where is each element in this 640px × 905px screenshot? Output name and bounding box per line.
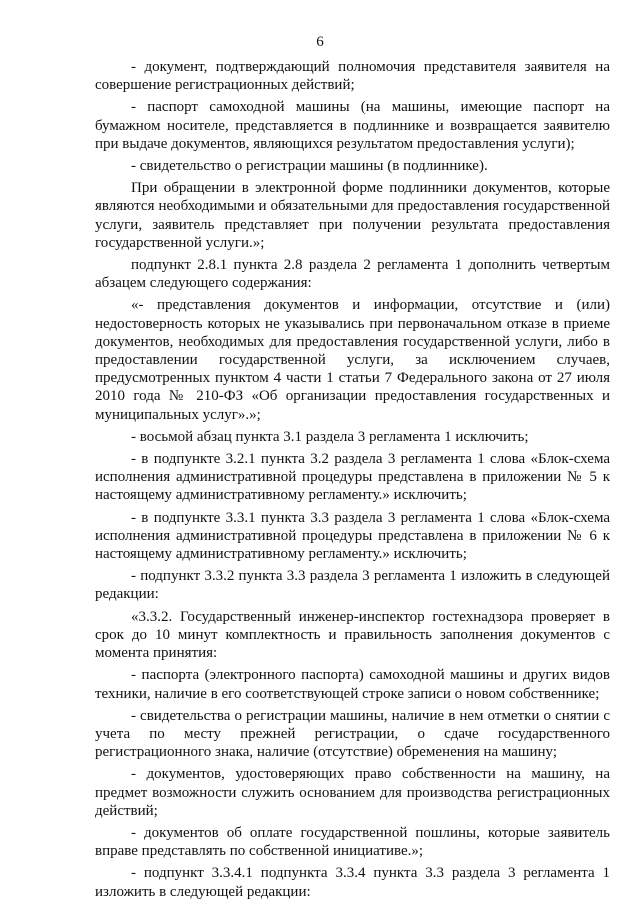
page-number: 6 (316, 34, 324, 50)
paragraph: - в подпункте 3.2.1 пункта 3.2 раздела 3 регламента 1 слова «Блок-схема исполнения административной процедуры представлена в приложении № 5 к настоящему административному регламенту.» исключить; (95, 451, 610, 504)
paragraph: - паспорт самоходной машины (на машины, имеющие паспорт на бумажном носителе, представляется в подлиннике и возвращается заявителю при выдаче документов, являющихся результатом предоставления услуги); (95, 99, 610, 152)
paragraph: - свидетельство о регистрации машины (в подлиннике). (131, 158, 488, 175)
document-body (95, 58, 610, 905)
paragraph: При обращении в электронной форме подлинники документов, которые являются необходимыми и обязательными для предоставления государственной услуги, заявитель представляет при получении результата предоставления государственной услуги.»; (95, 180, 610, 251)
paragraph: - документ, подтверждающий полномочия представителя заявителя на совершение регистрационных действий; (95, 59, 610, 94)
paragraph: подпункт 2.8.1 пункта 2.8 раздела 2 регламента 1 дополнить четвертым абзацем следующего содержания: (95, 257, 610, 292)
paragraph: «3.3.2. Государственный инженер-инспектор гостехнадзора проверяет в срок до 10 минут комплектность и правильность заполнения документов с момента принятия: (95, 608, 610, 662)
paragraph: - паспорта (электронного паспорта) самоходной машины и других видов техники, наличие в его соответствующей строке записи о новом собственнике; (95, 667, 610, 702)
paragraph: - документов, удостоверяющих право собственности на машину, на предмет возможности служить основанием для производства регистрационных действий; (95, 766, 610, 819)
paragraph: - подпункт 3.3.2 пункта 3.3 раздела 3 регламента 1 изложить в следующей редакции: (95, 568, 610, 603)
paragraph: - восьмой абзац пункта 3.1 раздела 3 регламента 1 исключить; (131, 428, 529, 445)
paragraph: - свидетельства о регистрации машины, наличие в нем отметки о снятии с учета по месту прежней регистрации, о сдаче государственного регистрационного знака, наличие (отсутствие) обременения на машину; (95, 707, 610, 761)
paragraph: «- представления документов и информации, отсутствие и (или) недостоверность которых не указывались при первоначальном отказе в приеме документов, необходимых для предоставления государственной услуги, либо в предоставлении государственной услуги, за исключением случаев, предусмотренных пунктом 4 части 1 статьи 7 Федерального закона от 27 июля 2010 года № 210-ФЗ «Об организации предоставления государственных и муниципальных услуг».»; (95, 297, 610, 423)
paragraph: - в подпункте 3.3.1 пункта 3.3 раздела 3 регламента 1 слова «Блок-схема исполнения административной процедуры представлена в приложении № 6 к настоящему административному регламенту.» исключить; (95, 509, 610, 563)
paragraph: - подпункт 3.3.4.1 подпункта 3.3.4 пункта 3.3 раздела 3 регламента 1 изложить в следующей редакции: (95, 865, 610, 900)
paragraph: - документов об оплате государственной пошлины, которые заявитель вправе представлять по собственной инициативе.»; (95, 824, 610, 860)
